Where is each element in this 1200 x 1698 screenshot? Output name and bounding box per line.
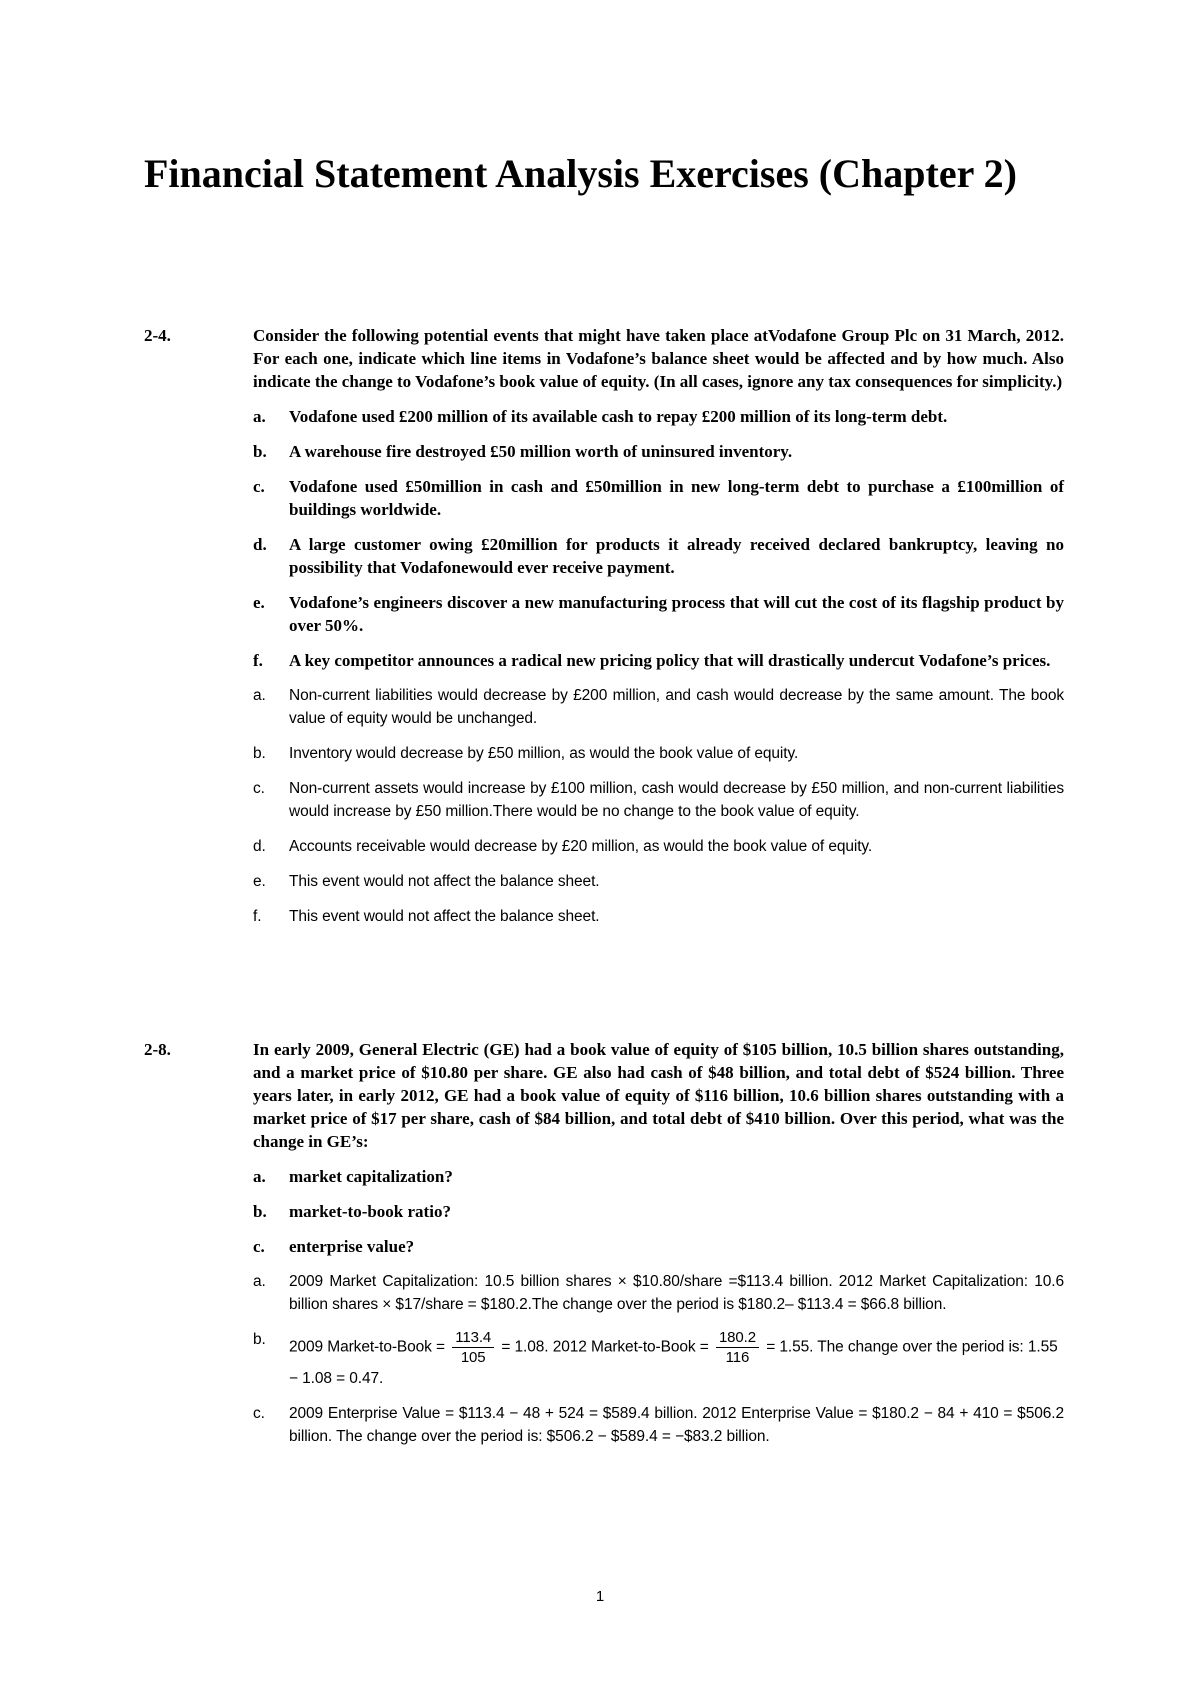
item-label: c. [253,477,265,496]
fraction-numerator: 180.2 [716,1328,759,1348]
item-text: Accounts receivable would decrease by £20 million, as would the book value of equity. [289,838,873,855]
item-label: c. [253,1405,265,1422]
item-label: e. [253,873,266,890]
fraction-denominator: 116 [725,1349,750,1366]
answer-item [253,684,1064,730]
item-text: Vodafone used £50million in cash and £50million in new long-term debt to purchase a £100million of buildings worldwide. [289,477,1064,519]
item-text: Vodafone’s engineers discover a new manufacturing process that will cut the cost of its flagship product by over 50%. [289,593,1064,635]
fraction [716,1328,759,1367]
item-label: a. [253,407,266,426]
item-text: A large customer owing £20million for products it already received declared bankruptcy, leaving no possibility that Vodafonewould ever receive payment. [289,535,1064,577]
fraction-numerator: 113.4 [452,1328,494,1348]
item-text: A warehouse fire destroyed £50 million worth of uninsured inventory. [289,442,793,461]
answer-item [253,870,1064,893]
item-label: b. [253,1202,267,1221]
question-item [253,405,1064,428]
answer-item [253,1328,1064,1390]
item-label: b. [253,745,266,762]
item-label: c. [253,780,265,797]
question-item [253,591,1064,637]
question-item [253,475,1064,521]
question-item [253,1235,1064,1258]
problem-number: 2-8. [144,1040,171,1059]
item-label: a. [253,687,266,704]
problem-2-8 [144,1038,1064,1448]
item-text: A key competitor announces a radical new pricing policy that will drastically undercut Vodafone’s prices. [289,651,1051,670]
item-text: market-to-book ratio? [289,1202,451,1221]
item-label: e. [253,593,265,612]
question-item [253,440,1064,463]
item-text: market capitalization? [289,1167,453,1186]
item-label: a. [253,1167,266,1186]
item-text: Non-current assets would increase by £100 million, cash would decrease by £50 million, and non-current liabilities would increase by £50 million.There would be no change to the book value of equity. [289,780,1064,820]
fraction-denominator: 105 [460,1349,486,1366]
answer-list [144,1270,1064,1448]
item-label: c. [253,1237,265,1256]
item-text: 2009 Enterprise Value = $113.4 − 48 + 524 = $589.4 billion. 2012 Enterprise Value = $180.2 − 84 + 410 = $506.2 billion. The change over the period is: $506.2 − $589.4 = −$83.2 billion. [289,1405,1064,1445]
fraction [452,1328,494,1367]
page-title: Financial Statement Analysis Exercises (Chapter 2) [144,151,1017,196]
answer-list [144,684,1064,928]
item-label: a. [253,1273,266,1290]
item-text: Inventory would decrease by £50 million, as would the book value of equity. [289,745,799,762]
answer-item [253,1402,1064,1448]
answer-item [253,742,1064,765]
item-text: enterprise value? [289,1237,415,1256]
question-item [253,1200,1064,1223]
item-label: d. [253,535,267,554]
problem-2-4 [144,324,1064,928]
item-text: This event would not affect the balance sheet. [289,908,600,925]
answer-item [253,1270,1064,1316]
question-item [253,533,1064,579]
answer-text-part: = 1.08. 2012 Market-to-Book = [501,1338,709,1356]
item-text: Vodafone used £200 million of its available cash to repay £200 million of its long-term debt. [289,407,948,426]
page-number: 1 [595,1588,605,1605]
item-text: 2009 Market Capitalization: 10.5 billion shares × $10.80/share =$113.4 billion. 2012 Market Capitalization: 10.6 billion shares × $17/share = $180.2.The change over the period is $180.2– $113.4 = $66.8 billion. [289,1273,1064,1313]
problem-question: In early 2009, General Electric (GE) had a book value of equity of $105 billion, 10.5 billion shares outstanding, and a market price of $10.80 per share. GE also had cash of $48 billion, and total debt of $524 billion. Three years later, in early 2012, GE had a book value of equity of $116 billion, 10.6 billion shares outstanding with a market price of $17 per share, cash of $84 billion, and total debt of $410 billion. Over this period, what was the change in GE’s: [253,1040,1064,1151]
item-text: This event would not affect the balance sheet. [289,873,600,890]
question-item [253,649,1064,672]
answer-item [253,777,1064,823]
question-list [144,405,1064,672]
answer-item [253,905,1064,928]
item-text: Non-current liabilities would decrease by £200 million, and cash would decrease by the same amount. The book value of equity would be unchanged. [289,687,1064,727]
problem-number: 2-4. [144,326,171,345]
item-label: f. [253,908,262,925]
item-label: b. [253,442,267,461]
problem-question: Consider the following potential events that might have taken place atVodafone Group Plc on 31 March, 2012. For each one, indicate which line items in Vodafone’s balance sheet would be affected and by how much. Also indicate the change to Vodafone’s book value of equity. (In all cases, ignore any tax consequences for simplicity.) [253,326,1064,391]
answer-text-part: = 1.55. The change over the period is: 1.55 − 1.08 = 0.47. [289,1338,1058,1387]
answer-text-part: 2009 Market-to-Book = [289,1338,445,1356]
question-item [253,1165,1064,1188]
question-list [144,1165,1064,1258]
item-label: f. [253,651,263,670]
item-label: d. [253,838,266,855]
item-label: b. [253,1331,266,1348]
answer-item [253,835,1064,858]
